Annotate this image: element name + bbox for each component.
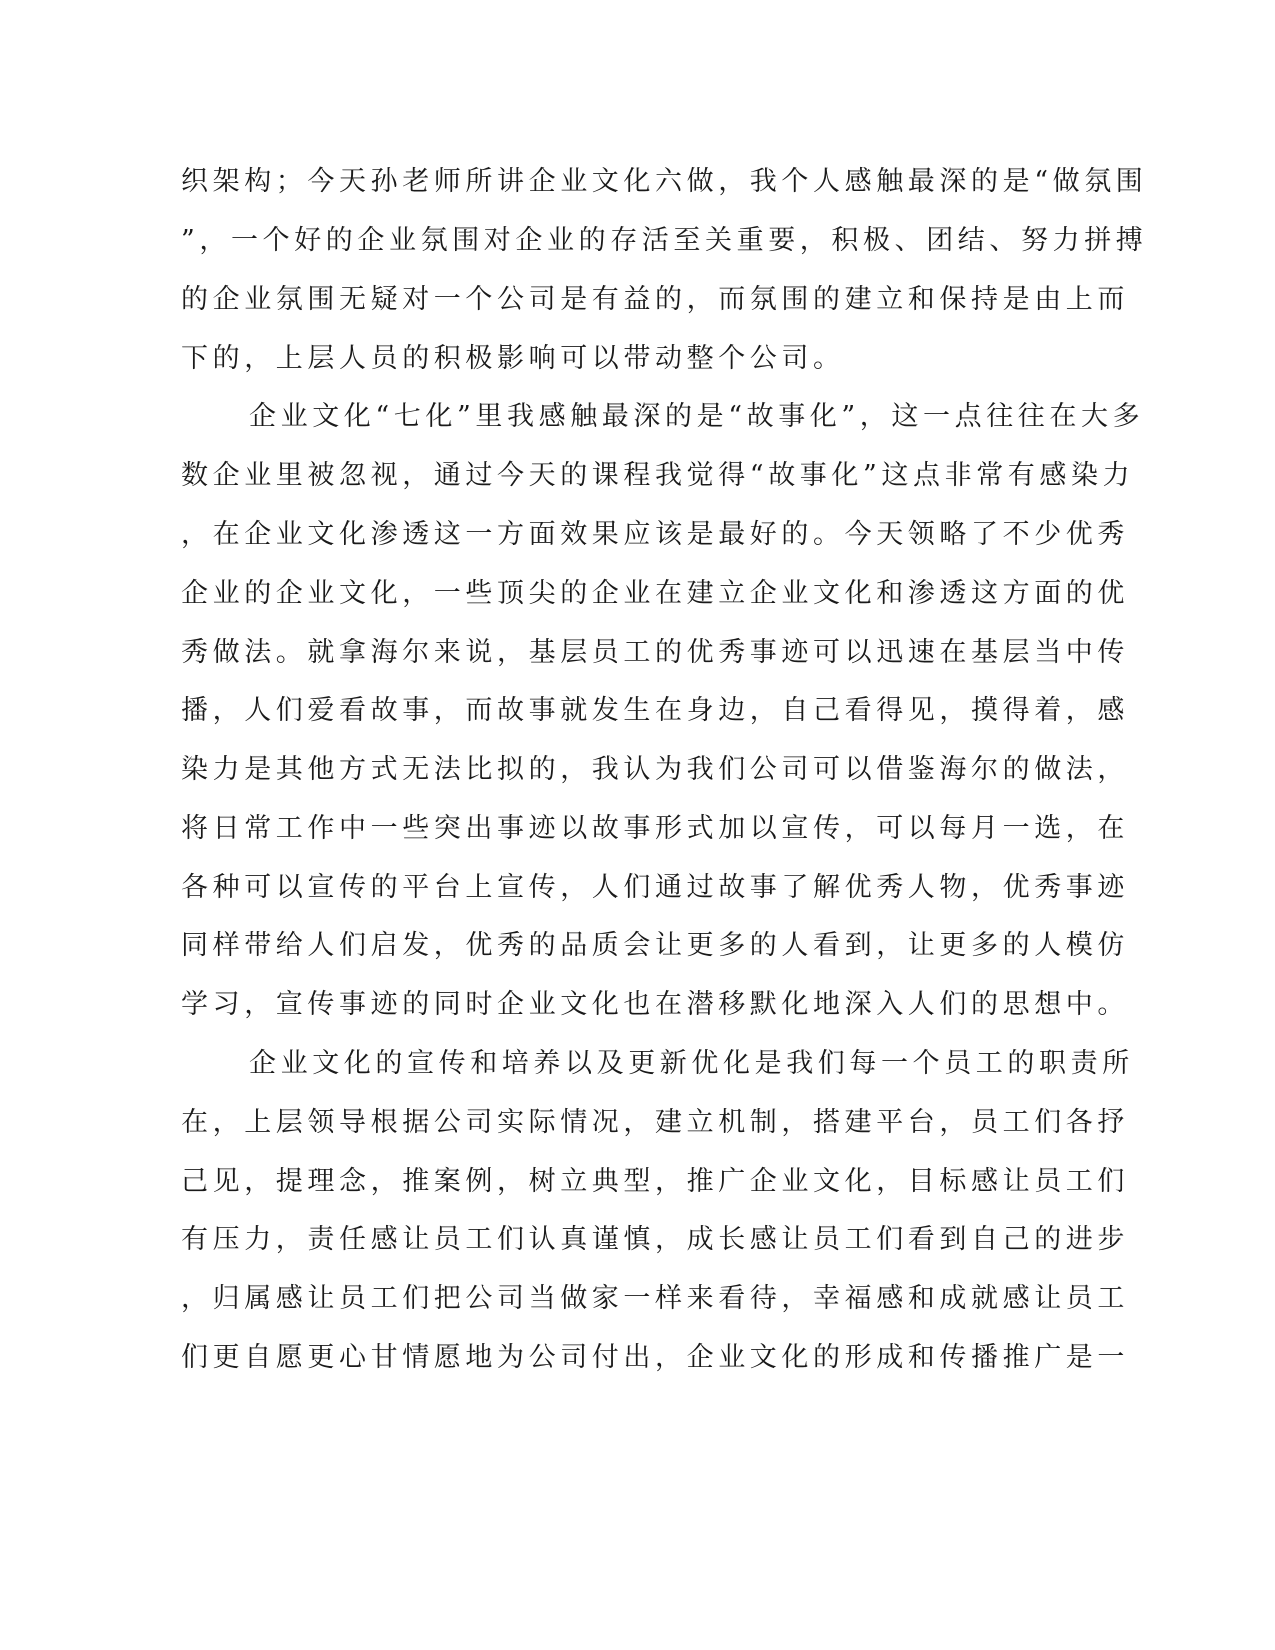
text-line: 的企业氛围无疑对一个公司是有益的，而氛围的建立和保持是由上而 — [181, 284, 1129, 315]
text-line: 染力是其他方式无法比拟的，我认为我们公司可以借鉴海尔的做法， — [181, 754, 1129, 785]
text-line: 播，人们爱看故事，而故事就发生在身边，自己看得见，摸得着，感 — [181, 695, 1129, 726]
text-line: 下的，上层人员的积极影响可以带动整个公司。 — [181, 343, 845, 374]
text-line: 己见，提理念，推案例，树立典型，推广企业文化，目标感让员工们 — [181, 1166, 1129, 1197]
text-line: ，归属感让员工们把公司当做家一样来看待，幸福感和成就感让员工 — [181, 1283, 1129, 1314]
text-line: 各种可以宣传的平台上宣传，人们通过故事了解优秀人物，优秀事迹 — [181, 872, 1129, 903]
text-line: 织架构；今天孙老师所讲企业文化六做，我个人感触最深的是“做氛围 — [181, 166, 1148, 197]
text-line: ，在企业文化渗透这一方面效果应该是最好的。今天领略了不少优秀 — [181, 519, 1129, 550]
text-line: 有压力，责任感让员工们认真谨慎，成长感让员工们看到自己的进步 — [181, 1224, 1129, 1255]
paragraph-start-line: 企业文化的宣传和培养以及更新优化是我们每一个员工的职责所 — [249, 1048, 1134, 1079]
text-line: 学习，宣传事迹的同时企业文化也在潜移默化地深入人们的思想中。 — [181, 989, 1129, 1020]
text-line: ”，一个好的企业氛围对企业的存活至关重要，积极、团结、努力拼搏 — [181, 225, 1148, 256]
paragraph-start-line: 企业文化“七化”里我感触最深的是“故事化”，这一点往往在大多 — [249, 401, 1145, 432]
text-line: 同样带给人们启发，优秀的品质会让更多的人看到，让更多的人模仿 — [181, 930, 1129, 961]
text-line: 秀做法。就拿海尔来说，基层员工的优秀事迹可以迅速在基层当中传 — [181, 637, 1129, 668]
text-line: 将日常工作中一些突出事迹以故事形式加以宣传，可以每月一选，在 — [181, 813, 1129, 844]
text-line: 企业的企业文化，一些顶尖的企业在建立企业文化和渗透这方面的优 — [181, 578, 1129, 609]
text-line: 们更自愿更心甘情愿地为公司付出，企业文化的形成和传播推广是一 — [181, 1342, 1129, 1373]
text-line: 在，上层领导根据公司实际情况，建立机制，搭建平台，员工们各抒 — [181, 1107, 1129, 1138]
text-line: 数企业里被忽视，通过今天的课程我觉得“故事化”这点非常有感染力 — [181, 460, 1135, 491]
